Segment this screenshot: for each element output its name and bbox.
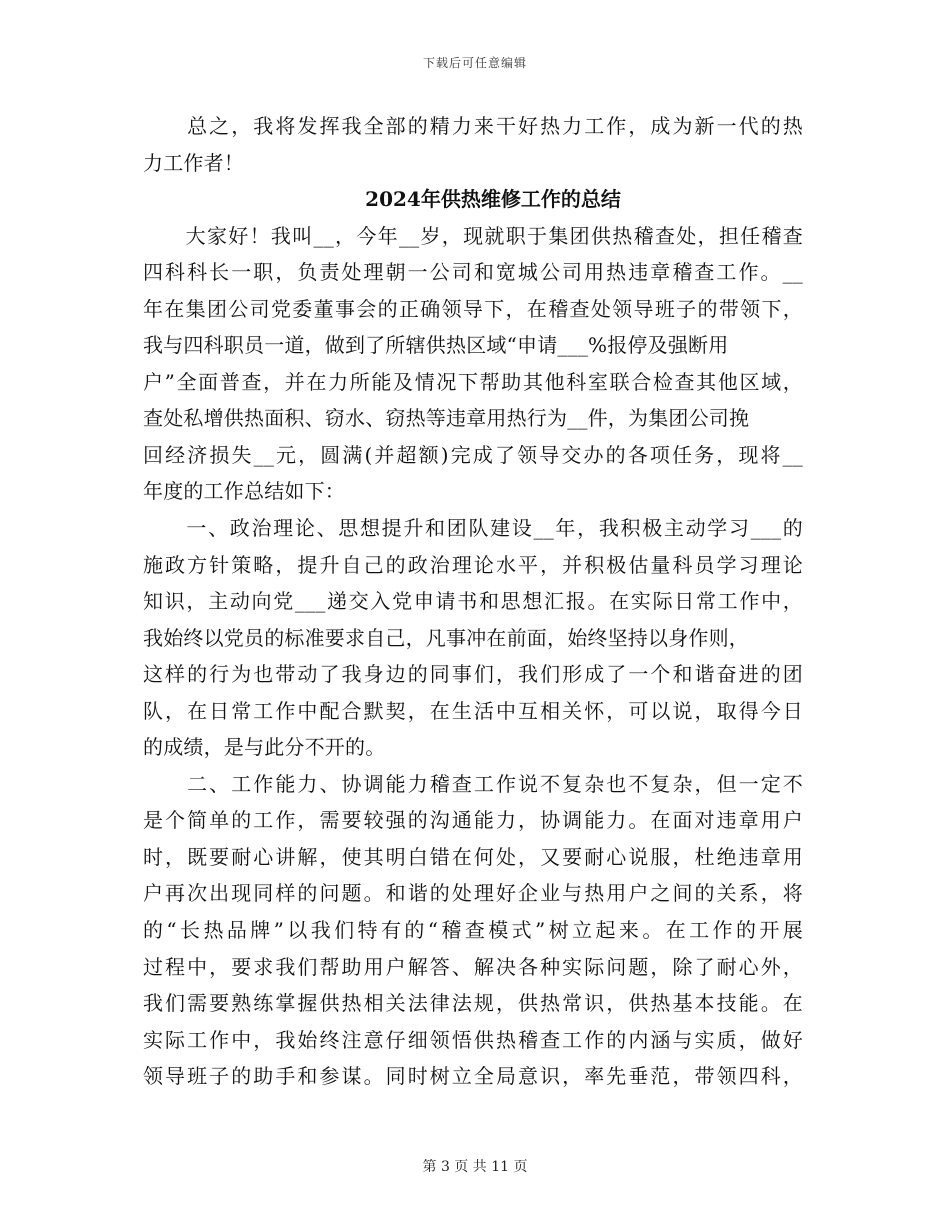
text-line: 知识，主动向党___递交入党申请书和思想汇报。在实际日常工作中，: [143, 589, 803, 614]
document-title: 2024年供热维修工作的总结: [365, 187, 621, 212]
text-line: 大家好！我叫__，今年__岁，现就职于集团供热稽查处，担任稽查: [143, 223, 803, 248]
text-line: 时，既要耐心讲解，使其明白错在何处，又要耐心说服，杜绝违章用: [143, 844, 803, 869]
text-line: 队，在日常工作中配合默契，在生活中互相关怀，可以说，取得今日: [143, 698, 803, 723]
text-line: 户再次出现同样的问题。和谐的处理好企业与热用户之间的关系，将: [143, 881, 803, 906]
text-line: 力工作者！: [143, 150, 244, 175]
text-line: 的成绩，是与此分不开的。: [143, 735, 386, 760]
text-line: 回经济损失__元，圆满(并超额)完成了领导交办的各项任务，现将__: [143, 442, 803, 467]
text-line: 一、政治理论、思想提升和团队建设__年，我积极主动学习___的: [143, 516, 803, 541]
text-line: 户”全面普查，并在力所能及情况下帮助其他科室联合检查其他区域，: [143, 369, 803, 394]
text-line: 是个简单的工作，需要较强的沟通能力，协调能力。在面对违章用户: [143, 808, 803, 833]
text-line: 年度的工作总结如下：: [143, 479, 345, 504]
text-line: 总之，我将发挥我全部的精力来干好热力工作，成为新一代的热: [143, 114, 803, 138]
page-number: 第 3 页 共 11 页: [422, 1159, 528, 1175]
section-one-paragraph: [143, 510, 803, 766]
text-line: 过程中，要求我们帮助用户解答、解决各种实际问题，除了耐心外，: [143, 954, 803, 979]
text-line: 二、工作能力、协调能力稽查工作说不复杂也不复杂，但一定不: [143, 771, 803, 796]
section-two-paragraph: [143, 766, 803, 1095]
text-line: 四科科长一职，负责处理朝一公司和宽城公司用热违章稽查工作。__: [143, 260, 803, 285]
intro-paragraph: [143, 218, 803, 510]
text-line: 领导班子的助手和参谋。同时树立全局意识，率先垂范，带领四科，: [143, 1064, 803, 1089]
document-body: [143, 108, 803, 1095]
text-line: 实际工作中，我始终注意仔细领悟供热稽查工作的内涵与实质，做好: [143, 1027, 803, 1052]
text-line: 施政方针策略，提升自己的政治理论水平，并积极估量科员学习理论: [143, 552, 803, 577]
header-note: 下载后可任意编辑: [422, 56, 527, 70]
closing-paragraph: [143, 108, 803, 181]
text-line: 我与四科职员一道，做到了所辖供热区域“申请___%报停及强断用: [143, 333, 729, 358]
text-line: 查处私增供热面积、窃水、窃热等违章用热行为__件，为集团公司挽: [143, 406, 750, 431]
text-line: 年在集团公司党委董事会的正确领导下，在稽查处领导班子的带领下，: [143, 296, 803, 321]
text-line: 的“长热品牌”以我们特有的“稽查模式”树立起来。在工作的开展: [143, 918, 803, 943]
text-line: 我们需要熟练掌握供热相关法律法规，供热常识，供热基本技能。在: [143, 991, 803, 1016]
text-line: 我始终以党员的标准要求自己，凡事冲在前面，始终坚持以身作则，: [143, 625, 749, 650]
text-line: 这样的行为也带动了我身边的同事们，我们形成了一个和谐奋进的团: [143, 662, 803, 687]
